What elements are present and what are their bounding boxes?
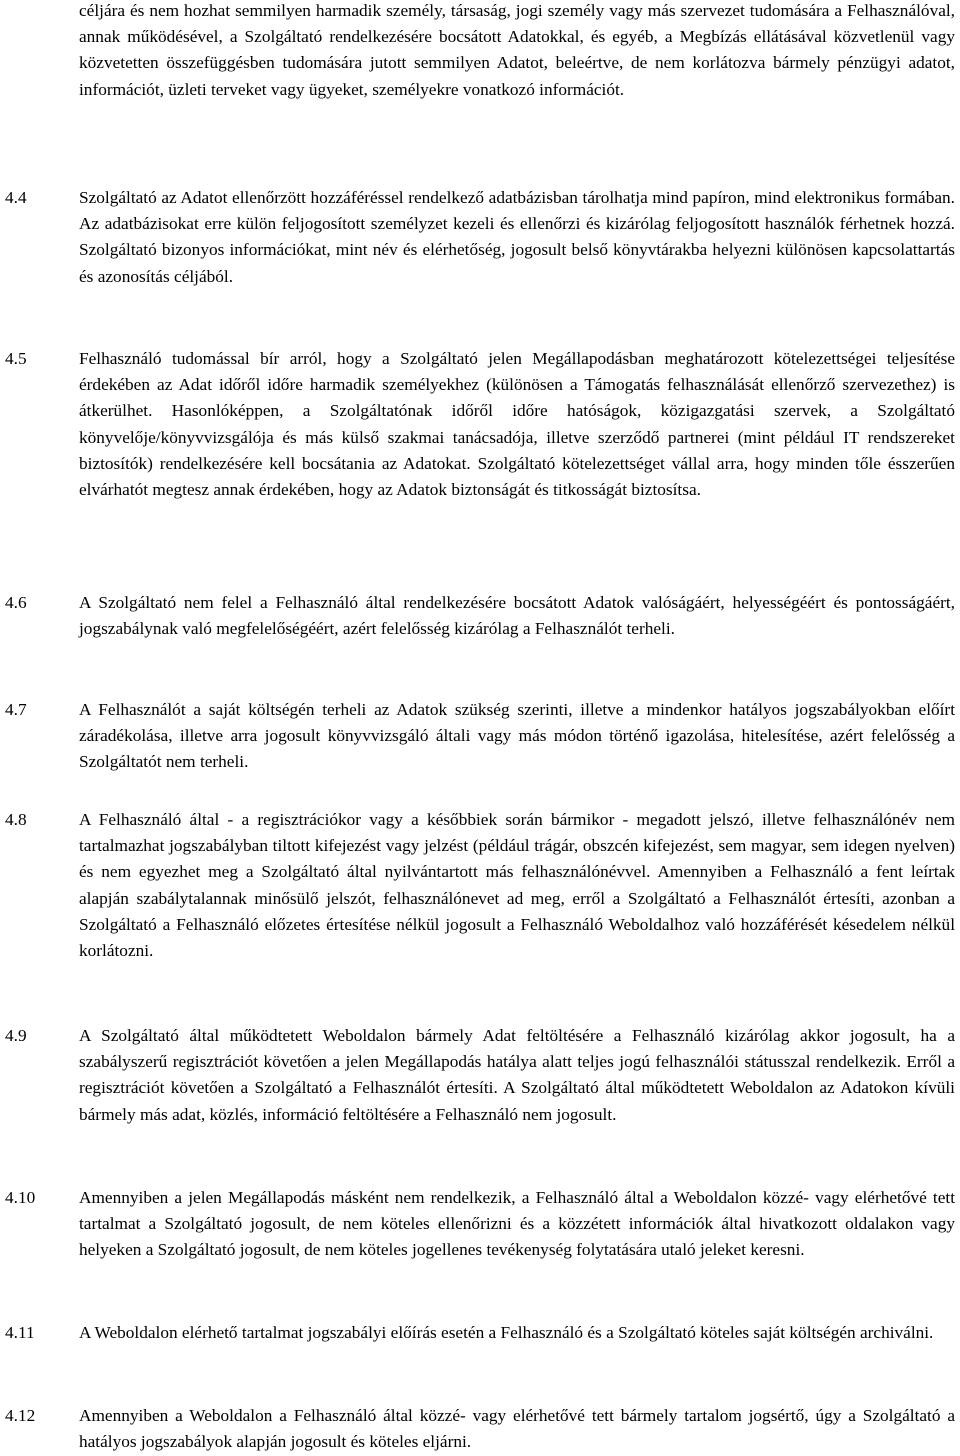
section-number: 4.5 xyxy=(5,349,27,368)
section-text: A Szolgáltató által működtetett Weboldalon bármely Adat feltöltésére a Felhasználó kizárólag akkor jogosult, ha a szabályszerű regisztrációt követően a jelen Megállapodás hatálya alatt teljes jogú felhasználói státusszal rendelkezik. Erről a regisztrációt követően a Szolgáltató a Felhasználót értesíti. A Szolgáltató által működtetett Weboldalon az Adatokon kívüli bármely más adat, közlés, információ feltöltésére a Felhasználó nem jogosult. xyxy=(79,1026,955,1124)
section-text: A Weboldalon elérhető tartalmat jogszabályi előírás esetén a Felhasználó és a Szolgáltató köteles saját költségén archiválni. xyxy=(79,1323,934,1342)
section-text: A Felhasználó által - a regisztrációkor vagy a későbbiek során bármikor - megadott jelszó, illetve felhasználónév nem tartalmazhat jogszabályban tiltott kifejezést vagy jelzést (például trágár, obszcén kifejezést, sem magyar, sem idegen nyelven) és nem egyezhet meg a Szolgáltató által nyilvántartott más felhasználónévvel. Amennyiben a Felhasználó a fent leírtak alapján szabálytalannak minősülő jelszót, felhasználónevet ad meg, erről a Szolgáltató a Felhasználót értesíti, azonban a Szolgáltató a Felhasználó előzetes értesítése nélkül jogosult a Felhasználó Weboldalhoz való hozzáférését késedelem nélkül korlátozni. xyxy=(79,810,955,961)
section-number: 4.8 xyxy=(5,810,27,829)
intro-text: céljára és nem hozhat semmilyen harmadik személy, társaság, jogi személy vagy más szervezet tudomására a Felhasználóval, annak működésével, a Szolgáltató rendelkezésére bocsátott Adatokkal, és egyéb, a Megbízás ellátásával közvetlenül vagy közvetetten összefüggésben tudomására jutott semmilyen Adatot, beleértve, de nem korlátozva bármely pénzügyi adatot, információt, üzleti terveket vagy ügyeket, személyekre vonatkozó információt. xyxy=(79,1,955,99)
section-text: A Felhasználót a saját költségén terheli az Adatok szükség szerinti, illetve a mindenkor hatályos jogszabályokban előírt záradékolása, illetve arra jogosult könyvvizsgáló általi vagy más módon történő igazolása, hitelesítése, azért felelősség a Szolgáltatót nem terheli. xyxy=(79,700,955,772)
section-text: Szolgáltató az Adatot ellenőrzött hozzáféréssel rendelkező adatbázisban tárolhatja mind papíron, mind elektronikus formában. Az adatbázisokat erre külön feljogosított személyzet kezeli és ellenőrzi és kizárólag feljogosított használók férhetnek hozzá. Szolgáltató bizonyos információkat, mint név és elérhetőség, jogosult belső könyvtárakba helyezni különösen kapcsolattartás és azonosítás céljából. xyxy=(79,188,955,286)
section-number: 4.12 xyxy=(5,1406,36,1425)
section-number: 4.9 xyxy=(5,1026,27,1045)
section-text: Amennyiben a Weboldalon a Felhasználó által közzé- vagy elérhetővé tett bármely tartalom jogsértő, úgy a Szolgáltató a hatályos jogszabályok alapján jogosult és köteles eljárni. xyxy=(79,1406,955,1452)
section-text: Felhasználó tudomással bír arról, hogy a Szolgáltató jelen Megállapodásban meghatározott kötelezettségei teljesítése érdekében az Adat időről időre harmadik személyekhez (különösen a Támogatás felhasználását ellenőrző szervezethez) is átkerülhet. Hasonlóképpen, a Szolgáltatónak időről időre hatóságok, közigazgatási szervek, a Szolgáltató könyvelője/könyvvizsgálója és más külső szakmai tanácsadója, illetve szerződő partnerei (mint például IT rendszereket biztosítók) rendelkezésére kell bocsátania az Adatokat. Szolgáltató kötelezettséget vállal arra, hogy minden tőle ésszerűen elvárhatót megtesz annak érdekében, hogy az Adatok biztonságát és titkosságát biztosítsa. xyxy=(79,349,955,500)
section-number: 4.4 xyxy=(5,188,27,207)
section-text: A Szolgáltató nem felel a Felhasználó által rendelkezésére bocsátott Adatok valóságáért, helyességéért és pontosságáért, jogszabálynak való megfelelőségéért, azért felelősség kizárólag a Felhasználót terheli. xyxy=(79,593,955,639)
section-text: Amennyiben a jelen Megállapodás másként nem rendelkezik, a Felhasználó által a Weboldalon közzé- vagy elérhetővé tett tartalmat a Szolgáltató jogosult, de nem köteles ellenőrizni és a közzétett információk által hivatkozott oldalakon vagy helyeken a Szolgáltató jogosult, de nem köteles jogellenes tevékenység folytatására utaló jeleket keresni. xyxy=(79,1188,955,1260)
section-number: 4.10 xyxy=(5,1188,36,1207)
section-number: 4.11 xyxy=(5,1323,35,1342)
section-number: 4.7 xyxy=(5,700,27,719)
section-number: 4.6 xyxy=(5,593,27,612)
